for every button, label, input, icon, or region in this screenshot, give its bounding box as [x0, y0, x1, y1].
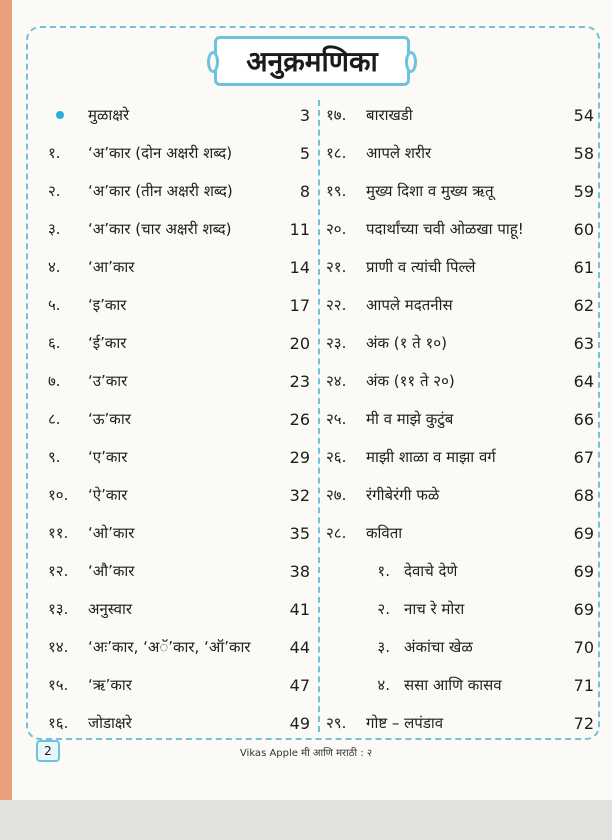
- toc-entry: [326, 286, 594, 324]
- toc-entry-page: 49: [289, 713, 310, 733]
- toc-entry-number: ३.: [377, 638, 390, 656]
- toc-entry-number: १.: [377, 562, 390, 580]
- toc-entry-number: २५.: [326, 410, 347, 428]
- toc-entry-page: 69: [573, 599, 594, 619]
- toc-entry-title: रंगीबेरंगी फळे: [366, 486, 440, 504]
- toc-entry: [48, 590, 310, 628]
- toc-entry-title: ‘उ’कार: [88, 372, 128, 390]
- toc-entry-number: १.: [48, 144, 61, 162]
- toc-entry-number: २.: [377, 600, 390, 618]
- toc-entry-page: 67: [573, 447, 594, 467]
- toc-entry: [48, 96, 310, 134]
- toc-entry-number: ४.: [377, 676, 390, 694]
- toc-entry-page: 66: [573, 409, 594, 429]
- toc-entry-number: ९.: [48, 448, 61, 466]
- toc-entry-title: ‘ऐ’कार: [88, 486, 128, 504]
- toc-entry-title: देवाचे देणे: [404, 562, 458, 580]
- toc-entry: [326, 628, 594, 666]
- toc-entry-title: मुख्य दिशा व मुख्य ऋतू: [366, 182, 494, 200]
- toc-entry-title: अनुस्वार: [88, 600, 132, 618]
- toc-entry-page: 29: [289, 447, 310, 467]
- toc-entry-page: 70: [573, 637, 594, 657]
- toc-entry: [326, 438, 594, 476]
- toc-entry-title: मुळाक्षरे: [88, 106, 130, 124]
- toc-entry-number: १७.: [326, 106, 347, 124]
- toc-entry-number: १५.: [48, 676, 69, 694]
- toc-entry-title: नाच रे मोरा: [404, 600, 465, 618]
- toc-entry-title: ‘अ’कार (चार अक्षरी शब्द): [88, 220, 232, 238]
- toc-entry-page: 69: [573, 561, 594, 581]
- footer-text: Vikas Apple मी आणि मराठी : २: [239, 748, 373, 759]
- toc-entry-page: 8: [299, 181, 310, 201]
- toc-entry-page: 14: [289, 257, 310, 277]
- toc-entry-page: 35: [289, 523, 310, 543]
- page-title: अनुक्रमणिका: [214, 36, 410, 86]
- toc-entry: [48, 514, 310, 552]
- toc-entry-number: २३.: [326, 334, 347, 352]
- toc-entry: [326, 248, 594, 286]
- toc-entry: [48, 704, 310, 742]
- toc-entry-title: ‘इ’कार: [88, 296, 127, 314]
- toc-entry-number: १२.: [48, 562, 69, 580]
- toc-entry-number: १८.: [326, 144, 347, 162]
- toc-entry-title: मी व माझे कुटुंब: [366, 410, 454, 428]
- toc-entry-number: ६.: [48, 334, 61, 352]
- toc-entry-title: अंक (११ ते २०): [366, 372, 455, 390]
- toc-entry-title: ‘अ’कार (दोन अक्षरी शब्द): [88, 144, 233, 162]
- toc-entry-page: 62: [573, 295, 594, 315]
- toc-entry-title: पदार्थांच्या चवी ओळखा पाहू!: [366, 220, 524, 238]
- toc-entry-number: १९.: [326, 182, 347, 200]
- toc-entry: [48, 210, 310, 248]
- toc-entry: [326, 514, 594, 552]
- toc-entry-page: 17: [289, 295, 310, 315]
- toc-entry-number: ३.: [48, 220, 61, 238]
- toc-entry: [326, 134, 594, 172]
- toc-entry-number: २४.: [326, 372, 347, 390]
- toc-entry-page: 59: [573, 181, 594, 201]
- toc-entry-number: २२.: [326, 296, 347, 314]
- page-edge-strip: [0, 0, 12, 840]
- toc-entry: [48, 476, 310, 514]
- toc-entry-number: १०.: [48, 486, 69, 504]
- scan-background: [0, 800, 612, 840]
- toc-entry-page: 58: [573, 143, 594, 163]
- toc-entry-title: ‘ई’कार: [88, 334, 127, 352]
- toc-entry-page: 41: [289, 599, 310, 619]
- toc-entry-page: 32: [289, 485, 310, 505]
- toc-entry-title: बाराखडी: [366, 106, 413, 124]
- toc-entry-page: 72: [573, 713, 594, 733]
- toc-entry: [326, 400, 594, 438]
- toc-entry-title: गोष्ट – लपंडाव: [366, 714, 444, 732]
- toc-entry-title: ससा आणि कासव: [404, 676, 502, 694]
- toc-entry: [326, 172, 594, 210]
- toc-right-column: [326, 96, 594, 742]
- toc-entry-title: ‘ऋ’कार: [88, 676, 132, 694]
- toc-entry-page: 63: [573, 333, 594, 353]
- toc-entry: [48, 172, 310, 210]
- column-divider: [318, 100, 320, 732]
- toc-entry-number: ४.: [48, 258, 61, 276]
- toc-entry-number: ८.: [48, 410, 61, 428]
- toc-entry-page: 23: [289, 371, 310, 391]
- toc-entry: [48, 134, 310, 172]
- toc-entry-number: २६.: [326, 448, 347, 466]
- toc-entry: [48, 628, 310, 666]
- toc-entry: [48, 666, 310, 704]
- toc-entry: [326, 362, 594, 400]
- page-number-badge: 2: [36, 740, 60, 762]
- toc-entry-title: ‘ए’कार: [88, 448, 128, 466]
- toc-entry-page: 60: [573, 219, 594, 239]
- toc-entry: [48, 248, 310, 286]
- toc-entry-page: 20: [289, 333, 310, 353]
- toc-entry-title: आपले शरीर: [366, 144, 432, 162]
- toc-entry-title: जोडाक्षरे: [88, 714, 132, 732]
- toc-entry-number: २१.: [326, 258, 347, 276]
- toc-entry-title: आपले मदतनीस: [366, 296, 453, 314]
- toc-entry: [48, 438, 310, 476]
- toc-entry-title: ‘ऊ’कार: [88, 410, 131, 428]
- toc-entry: [326, 476, 594, 514]
- toc-entry-number: १६.: [48, 714, 69, 732]
- toc-entry-page: 61: [573, 257, 594, 277]
- toc-entry-page: 26: [289, 409, 310, 429]
- toc-entry-number: ५.: [48, 296, 61, 314]
- toc-entry-title: ‘ओ’कार: [88, 524, 135, 542]
- toc-entry: [48, 552, 310, 590]
- toc-entry-number: ११.: [48, 524, 69, 542]
- toc-entry-page: 71: [573, 675, 594, 695]
- toc-entry: [48, 324, 310, 362]
- toc-entry: [326, 210, 594, 248]
- toc-entry-number: २.: [48, 182, 61, 200]
- toc-entry: [48, 286, 310, 324]
- toc-entry-page: 64: [573, 371, 594, 391]
- toc-entry-title: ‘अः’कार, ‘अॅ’कार, ‘ऑ’कार: [88, 638, 251, 656]
- toc-entry: [326, 590, 594, 628]
- toc-entry-page: 54: [573, 105, 594, 125]
- toc-entry: [48, 362, 310, 400]
- toc-entry-page: 5: [299, 143, 310, 163]
- toc-entry-page: 3: [299, 105, 310, 125]
- toc-entry-page: 69: [573, 523, 594, 543]
- toc-entry-number: २७.: [326, 486, 347, 504]
- toc-entry-page: 38: [289, 561, 310, 581]
- toc-entry: [326, 552, 594, 590]
- bullet-icon: [48, 111, 88, 119]
- toc-entry-page: 44: [289, 637, 310, 657]
- toc-entry: [326, 324, 594, 362]
- toc-entry-title: अंक (१ ते १०): [366, 334, 447, 352]
- toc-entry: [48, 400, 310, 438]
- toc-entry-title: अंकांचा खेळ: [404, 638, 473, 656]
- toc-entry-title: ‘औ’कार: [88, 562, 135, 580]
- toc-entry-number: २८.: [326, 524, 347, 542]
- toc-entry-number: २०.: [326, 220, 347, 238]
- toc-entry-page: 47: [289, 675, 310, 695]
- toc-entry-number: ७.: [48, 372, 61, 390]
- toc-entry-title: कविता: [366, 524, 403, 542]
- toc-entry-page: 68: [573, 485, 594, 505]
- toc-entry-title: ‘आ’कार: [88, 258, 135, 276]
- toc-entry: [326, 704, 594, 742]
- toc-entry: [326, 96, 594, 134]
- toc-left-column: [48, 96, 310, 742]
- toc-entry-number: १४.: [48, 638, 69, 656]
- toc-entry-page: 11: [289, 219, 310, 239]
- toc-entry-number: १३.: [48, 600, 69, 618]
- toc-entry-title: ‘अ’कार (तीन अक्षरी शब्द): [88, 182, 233, 200]
- toc-entry-number: २९.: [326, 714, 347, 732]
- toc-entry-title: प्राणी व त्यांची पिल्ले: [366, 258, 476, 276]
- toc-entry: [326, 666, 594, 704]
- toc-entry-title: माझी शाळा व माझा वर्ग: [366, 448, 496, 466]
